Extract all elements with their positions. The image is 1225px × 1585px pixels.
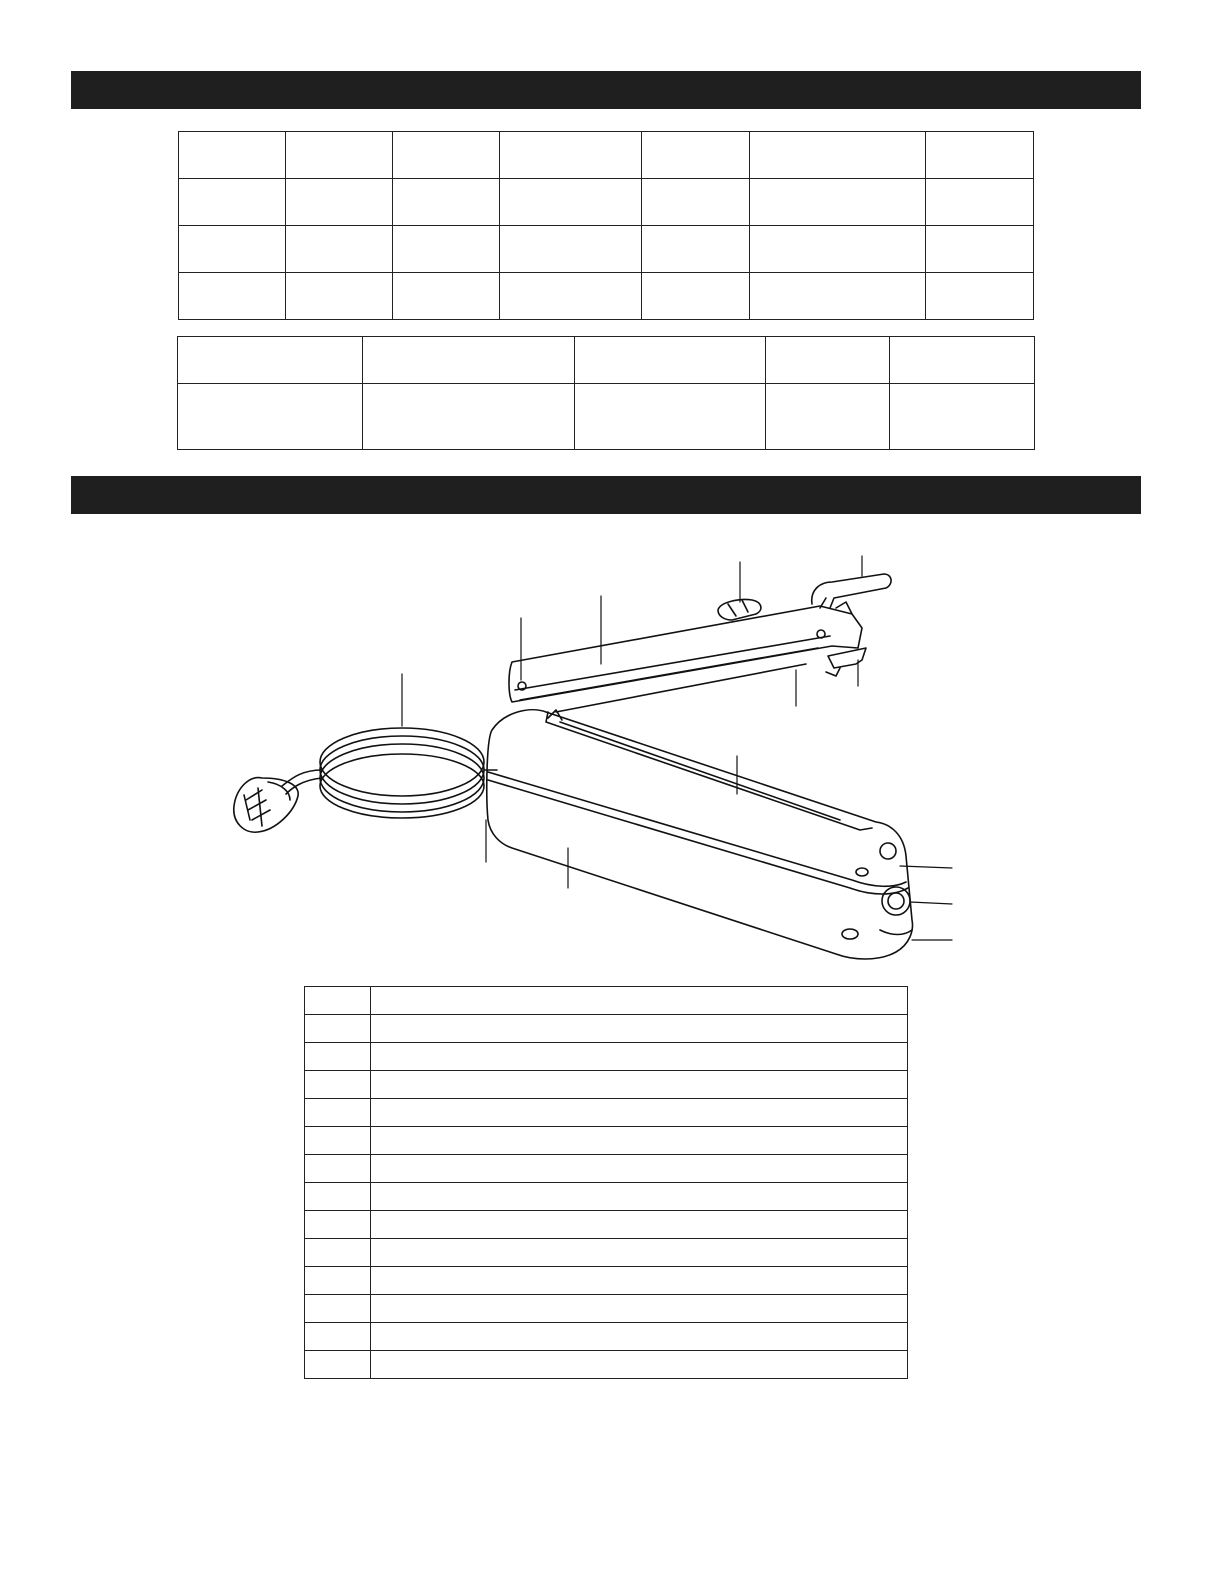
table-row <box>178 337 1035 384</box>
part-description <box>371 1071 908 1099</box>
part-number <box>305 1267 371 1295</box>
table-cell <box>286 179 393 226</box>
table-row <box>305 1323 908 1351</box>
table-cell <box>286 132 393 179</box>
part-number <box>305 1183 371 1211</box>
table-cell <box>642 226 750 273</box>
table-cell <box>286 226 393 273</box>
callout-line <box>910 902 952 904</box>
table-cell <box>393 226 500 273</box>
table-cell <box>178 384 363 450</box>
table-cell <box>750 179 926 226</box>
part-description <box>371 1211 908 1239</box>
table-cell <box>500 179 642 226</box>
table-cell <box>393 179 500 226</box>
table-row <box>305 1351 908 1379</box>
table-row <box>305 1211 908 1239</box>
table-row <box>179 179 1034 226</box>
table-row <box>305 987 908 1015</box>
table-row <box>179 132 1034 179</box>
table-cell <box>179 179 286 226</box>
part-description <box>371 1295 908 1323</box>
table-cell <box>575 337 766 384</box>
part-number <box>305 1295 371 1323</box>
table-row <box>305 1267 908 1295</box>
table-cell <box>500 132 642 179</box>
table-cell <box>890 337 1035 384</box>
table-cell <box>750 273 926 320</box>
part-description <box>371 1239 908 1267</box>
part-number <box>305 1015 371 1043</box>
table-row <box>305 1183 908 1211</box>
table-row <box>305 1239 908 1267</box>
power-plug <box>234 778 298 833</box>
part-number <box>305 1071 371 1099</box>
part-description <box>371 1015 908 1043</box>
section-header-specifications <box>71 71 1141 109</box>
table-cell <box>179 226 286 273</box>
table-cell <box>393 273 500 320</box>
table-row <box>305 1155 908 1183</box>
part-number <box>305 1323 371 1351</box>
part-description <box>371 1323 908 1351</box>
part-description <box>371 1043 908 1071</box>
table-cell <box>926 179 1034 226</box>
table-cell <box>500 226 642 273</box>
table-cell <box>286 273 393 320</box>
table-cell <box>642 273 750 320</box>
table-cell <box>393 132 500 179</box>
sealer-diagram <box>0 540 1225 970</box>
callout-lines <box>402 556 952 940</box>
part-number <box>305 1211 371 1239</box>
part-number <box>305 987 371 1015</box>
part-description <box>371 1183 908 1211</box>
table-cell <box>890 384 1035 450</box>
table-row <box>305 1015 908 1043</box>
part-number <box>305 1127 371 1155</box>
table-cell <box>750 132 926 179</box>
part-number <box>305 1239 371 1267</box>
part-number <box>305 1043 371 1071</box>
table-cell <box>500 273 642 320</box>
table-cell <box>178 337 363 384</box>
table-cell <box>926 273 1034 320</box>
table-row <box>305 1295 908 1323</box>
table-cell <box>926 226 1034 273</box>
table-row <box>305 1043 908 1071</box>
part-description <box>371 1351 908 1379</box>
part-description <box>371 1099 908 1127</box>
table-row <box>179 226 1034 273</box>
part-description <box>371 1127 908 1155</box>
part-number <box>305 1099 371 1127</box>
table-cell <box>750 226 926 273</box>
part-number <box>305 1155 371 1183</box>
specifications-table <box>178 131 1034 320</box>
table-row <box>305 1071 908 1099</box>
table-cell <box>179 273 286 320</box>
table-row <box>178 384 1035 450</box>
table-row <box>179 273 1034 320</box>
table-cell <box>363 384 575 450</box>
parts-list-table <box>304 986 908 1379</box>
table-cell <box>766 384 890 450</box>
table-cell <box>179 132 286 179</box>
part-number <box>305 1351 371 1379</box>
table-cell <box>642 132 750 179</box>
table-cell <box>642 179 750 226</box>
sealer-base <box>487 710 913 959</box>
electrical-specifications-table <box>177 336 1035 450</box>
part-description <box>371 1267 908 1295</box>
table-cell <box>926 132 1034 179</box>
table-cell <box>766 337 890 384</box>
table-cell <box>363 337 575 384</box>
power-cord-coil <box>282 728 497 818</box>
table-row <box>305 1099 908 1127</box>
section-header-parts <box>71 476 1141 514</box>
table-row <box>305 1127 908 1155</box>
upper-sealing-arm <box>509 574 891 702</box>
part-description <box>371 987 908 1015</box>
table-cell <box>575 384 766 450</box>
part-description <box>371 1155 908 1183</box>
